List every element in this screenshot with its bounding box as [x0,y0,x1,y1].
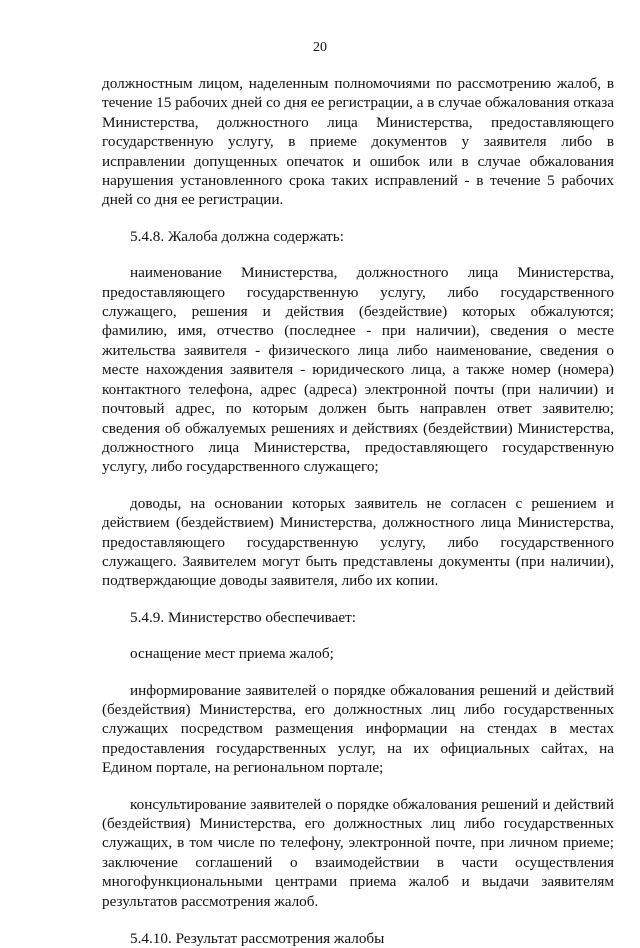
page-number: 20 [313,40,327,55]
paragraph-5-4-10-heading: 5.4.10. Результат рассмотрения жалобы [130,930,385,948]
paragraph-5-4-9-heading: 5.4.9. Министерство обеспечивает: [130,608,356,626]
document-body [102,74,614,948]
paragraph-consulting-applicants: консультирование заявителей о порядке обжалования решений и действий (бездействия) Министерства, его должностных лиц либо государственных служащих, в том числе по телефону, электронной почте, при личном приеме; заключение соглашений о взаимодействии в части осуществления многофункциональными центрами приема жалоб и выдачи заявителям результатов рассмотрения жалоб. [102,795,614,910]
paragraph-complaint-contents-name: наименование Министерства, должностного лица Министерства, предоставляющего государственную услугу, либо государственного служащего, решения и действия (бездействие) которых обжалуются; фамилию, имя, отчество (последнее - при наличии), сведения о месте жительства заявителя - физического лица либо наименование, сведения о месте нахождения заявителя - юридического лица, а также номер (номера) контактного телефона, адрес (адреса) электронной почты (при наличии) и почтовый адрес, по которым должен быть направлен ответ заявителю; сведения об обжалуемых решениях и действиях (бездействии) Министерства, должностного лица Министерства, предоставляющего государственную услугу, либо государственного служащего; [102,264,614,476]
paragraph-5-4-8-heading: 5.4.8. Жалоба должна содержать: [130,227,344,245]
paragraph-complaint-review-term: должностным лицом, наделенным полномочиями по рассмотрению жалоб, в течение 15 рабочих дней со дня ее регистрации, а в случае обжалования отказа Министерства, должностного лица Министерства, предоставляющего государственную услугу, в приеме документов у заявителя либо в исправлении допущенных опечаток и ошибок или в случае обжалования нарушения установленного срока таких исправлений - в течение 5 рабочих дней со дня ее регистрации. [102,75,614,209]
paragraph-complaint-places: оснащение мест приема жалоб; [130,645,334,663]
paragraph-complaint-arguments: доводы, на основании которых заявитель не согласен с решением и действием (бездействием) Министерства, должностного лица Министерства, предоставляющего государственную услугу, либо государственного служащего. Заявителем могут быть представлены документы (при наличии), подтверждающие доводы заявителя, либо их копии. [102,494,614,590]
paragraph-informing-applicants: информирование заявителей о порядке обжалования решений и действий (бездействия) Министерства, его должностных лиц либо государственных служащих посредством размещения информации на стендах в местах предоставления государственных услуг, на их официальных сайтах, на Едином портале, на региональном портале; [102,681,614,777]
